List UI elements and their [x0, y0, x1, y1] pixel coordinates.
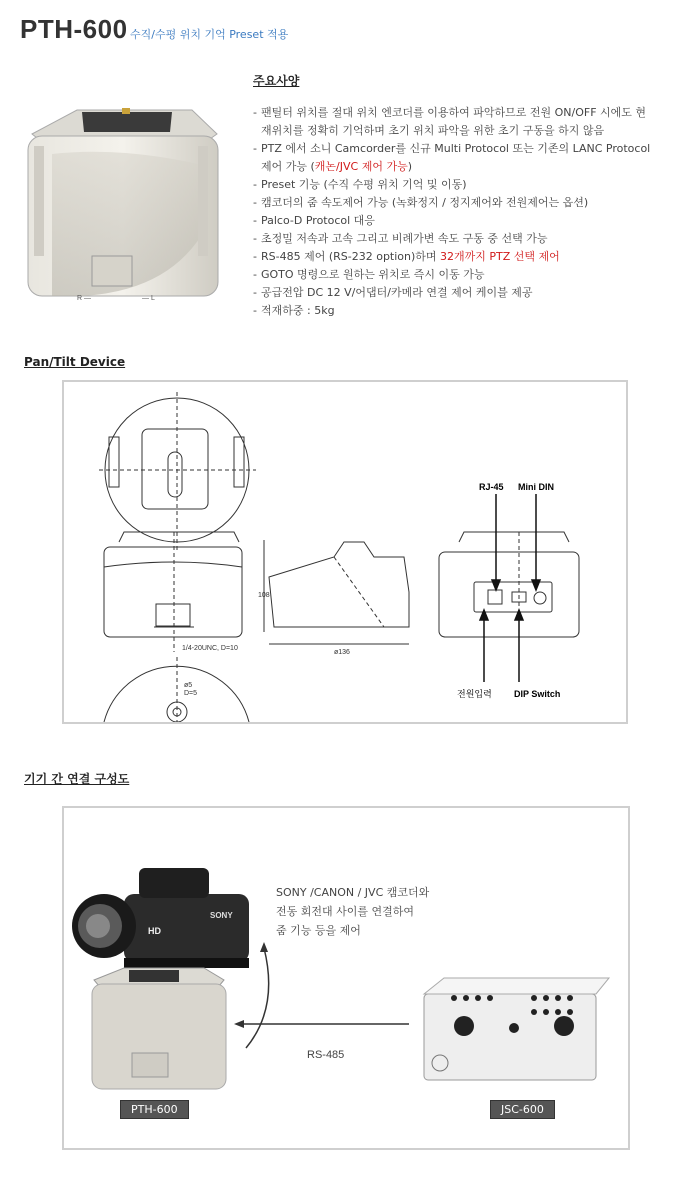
svg-text:SONY: SONY: [210, 911, 233, 920]
pth600-photo: [22, 106, 222, 306]
spec-item: [253, 248, 653, 266]
label-mini-din: Mini DIN: [518, 482, 554, 492]
rs485-label: RS-485: [307, 1049, 345, 1061]
spec-item: [253, 104, 653, 140]
pantilt-technical-drawing: [64, 382, 626, 722]
label-diameter: ø136: [334, 649, 350, 656]
spec-item: [253, 176, 653, 194]
label-phi5: ø5: [184, 682, 193, 689]
spec-item: [253, 302, 653, 320]
spec-text: 적재하중 : 5kg: [261, 304, 335, 317]
device-tag-pth600: PTH-600: [120, 1100, 189, 1119]
connection-diagram: [64, 808, 628, 1148]
svg-text:— L: — L: [142, 295, 155, 302]
spec-highlight: 32개까지 PTZ 선택 제어: [440, 250, 560, 263]
device-tag-jsc600: JSC-600: [490, 1100, 555, 1119]
spec-item: [253, 266, 653, 284]
page-title: PTH-600: [20, 14, 128, 44]
spec-text: Palco-D Protocol 대응: [261, 214, 375, 227]
label-d5: D=5: [184, 690, 198, 697]
spec-text: 팬틸터 위치를 절대 위치 엔코더를 이용하여 파악하므로 전원 ON/OFF 시에도 현재위치를 정확히 기억하며 초기 위치 파악을 위한 초기 구동을 하지 않음: [261, 106, 647, 137]
description-line-2: 전동 회전대 사이를 연결하여: [276, 905, 415, 918]
spec-item: [253, 284, 653, 302]
spec-item: [253, 140, 653, 176]
spec-heading: 주요사양: [253, 74, 300, 88]
pth600-image: [92, 968, 226, 1089]
spec-text: RS-485 제어 (RS-232 option)하며: [261, 250, 441, 263]
label-dip-switch: DIP Switch: [514, 689, 561, 699]
spec-text: 캠코더의 줌 속도제어 가능 (녹화정지 / 정지제어와 전원제어는 옵션): [261, 196, 589, 209]
camcorder-image: [72, 868, 249, 968]
connection-description: [276, 883, 429, 940]
label-power-input: 전원입력: [457, 689, 492, 699]
description-line-1: SONY /CANON / JVC 캠코더와: [276, 886, 430, 899]
spec-text: 공급전압 DC 12 V/어댑터/카메라 연결 제어 케이블 제공: [261, 286, 533, 299]
spec-item: [253, 194, 653, 212]
spec-list: [253, 104, 653, 320]
label-rj45: RJ-45: [479, 482, 504, 492]
label-screw: 1/4-20UNC, D=10: [182, 645, 238, 652]
spec-text: 초정밀 저속과 고속 그리고 비례가변 속도 구동 중 선택 가능: [261, 232, 548, 245]
spec-highlight: 캐논/JVC 제어 가능: [314, 160, 408, 173]
spec-text: Preset 기능 (수직 수평 위치 기억 및 이동): [261, 178, 467, 191]
spec-text: GOTO 명령으로 원하는 위치로 즉시 이동 가능: [261, 268, 485, 281]
pantilt-drawing-frame: [62, 380, 628, 724]
spec-text: ): [407, 160, 412, 173]
description-line-3: 줌 기능 등을 제어: [276, 924, 361, 937]
connection-heading: 기기 간 연결 구성도: [24, 772, 130, 786]
connection-diagram-frame: [62, 806, 630, 1150]
spec-item: [253, 212, 653, 230]
label-height: 108: [258, 592, 270, 599]
svg-text:R —: R —: [77, 295, 91, 302]
spec-text: PTZ 에서 소니 Camcorder를 신규 Multi Protocol 또는 기존의 LANC Protocol 제어 가능 (: [261, 142, 651, 173]
jsc600-image: [424, 978, 609, 1080]
spec-item: [253, 230, 653, 248]
svg-text:HD: HD: [148, 926, 161, 936]
pantilt-heading: Pan/Tilt Device: [24, 355, 126, 369]
page-subtitle: 수직/수평 위치 기억 Preset 적용: [130, 28, 289, 41]
